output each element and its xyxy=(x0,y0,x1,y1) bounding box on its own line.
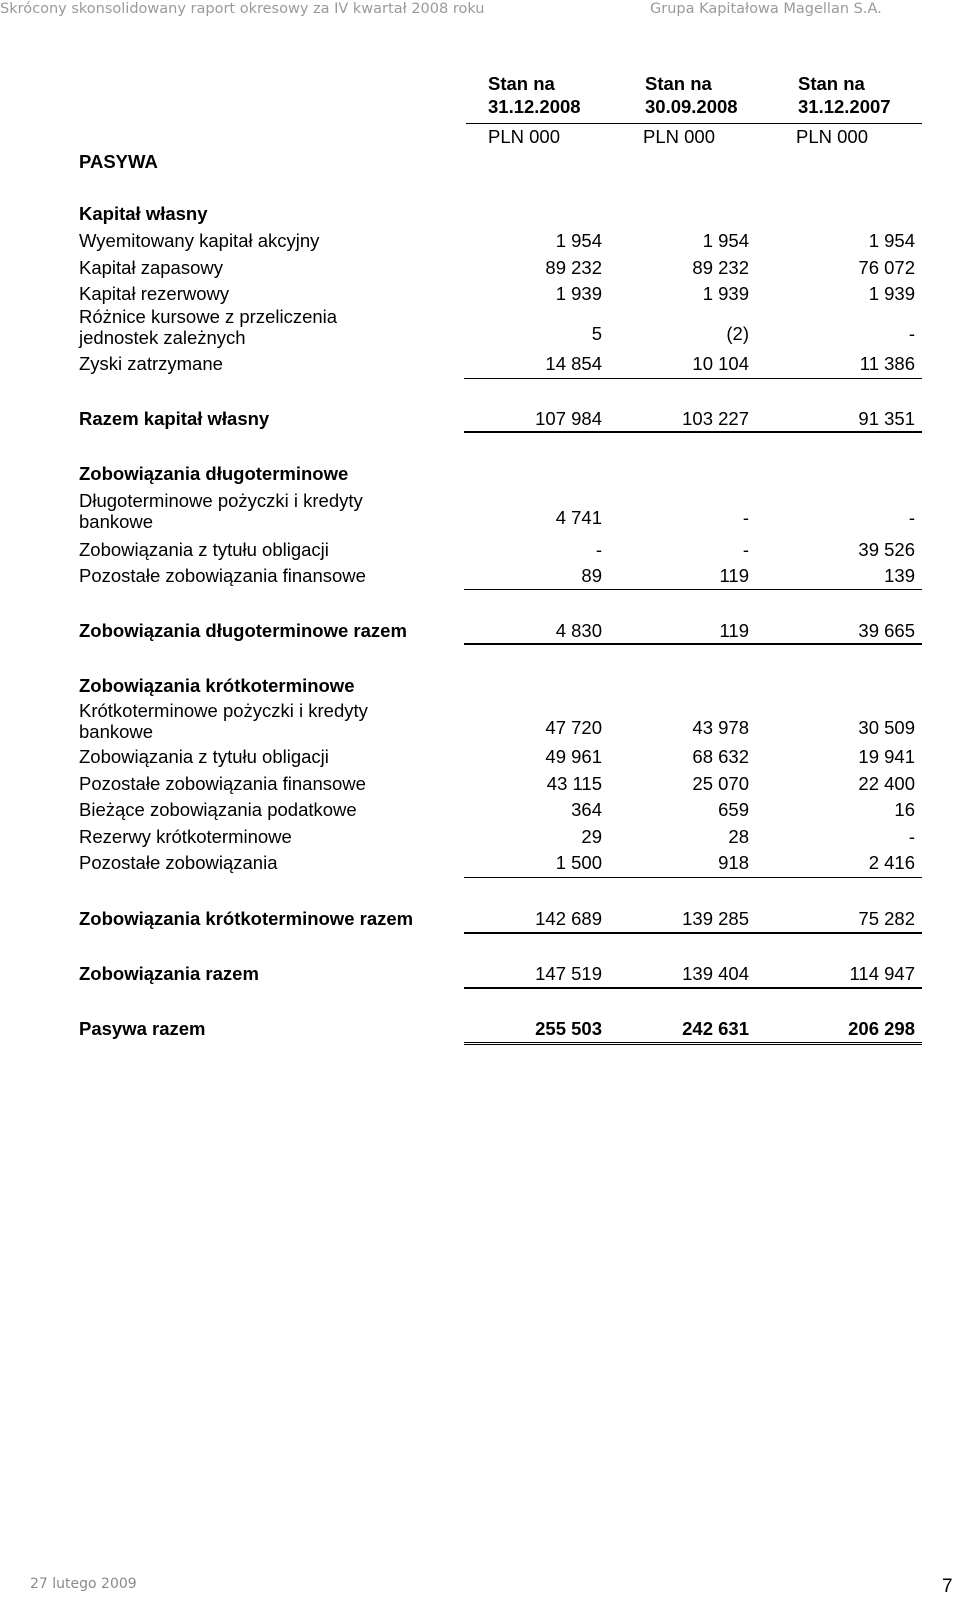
column-unit-1: PLN 000 xyxy=(488,126,560,147)
table-row xyxy=(79,799,922,821)
row-value-col1: 43 115 xyxy=(546,773,602,794)
total-rule xyxy=(464,877,922,878)
row-value-col3: 30 509 xyxy=(858,717,915,738)
table-row xyxy=(79,1018,922,1040)
row-value-col3: 114 947 xyxy=(849,963,915,984)
column-unit-3: PLN 000 xyxy=(796,126,868,147)
table-row xyxy=(79,490,922,534)
row-label: Zobowiązania długoterminowe xyxy=(79,463,349,484)
total-rule xyxy=(464,431,922,433)
table-row xyxy=(79,306,922,350)
row-value-col3: 2 416 xyxy=(868,852,915,873)
row-value-col1: 5 xyxy=(591,323,602,344)
column-header-2 xyxy=(645,72,738,118)
total-rule xyxy=(464,589,922,590)
report-title: Skrócony skonsolidowany raport okresowy za IV kwartał 2008 roku xyxy=(0,1,485,17)
row-value-col1: 89 xyxy=(581,565,602,586)
row-value-col1: 1 939 xyxy=(555,283,602,304)
page-number: 7 xyxy=(942,1576,953,1597)
row-value-col2: 918 xyxy=(718,852,749,873)
column-header-date: 31.12.2008 xyxy=(488,96,581,117)
column-header-3 xyxy=(798,72,891,118)
row-value-col2: 43 978 xyxy=(692,717,749,738)
header-rule xyxy=(466,123,922,124)
row-label: Kapitał zapasowy xyxy=(79,257,223,278)
row-value-col2: 139 285 xyxy=(682,908,749,929)
table-row xyxy=(79,908,922,930)
row-value-col1: 4 741 xyxy=(555,507,602,528)
row-label: Zobowiązania krótkoterminowe razem xyxy=(79,908,414,929)
row-value-col2: 1 954 xyxy=(702,230,749,251)
row-value-col3: 76 072 xyxy=(858,257,915,278)
row-value-col2: 68 632 xyxy=(692,746,749,767)
table-row xyxy=(79,565,922,587)
row-value-col1: 142 689 xyxy=(535,908,602,929)
row-label: Pozostałe zobowiązania xyxy=(79,852,278,873)
row-value-col2: - xyxy=(742,507,749,528)
row-label: Pozostałe zobowiązania finansowe xyxy=(79,565,366,586)
row-label: Pasywa razem xyxy=(79,1018,206,1039)
row-value-col1: 107 984 xyxy=(535,408,602,429)
row-label: Pozostałe zobowiązania finansowe xyxy=(79,773,366,794)
total-rule xyxy=(464,643,922,645)
row-label: Zobowiązania razem xyxy=(79,963,259,984)
table-row xyxy=(79,203,922,225)
row-value-col1: 14 854 xyxy=(545,353,602,374)
row-value-col1: 29 xyxy=(581,826,602,847)
row-value-col3: - xyxy=(908,507,915,528)
table-row xyxy=(79,852,922,874)
row-label: Wyemitowany kapitał akcyjny xyxy=(79,230,320,251)
table-row xyxy=(79,539,922,561)
total-rule xyxy=(464,1042,922,1045)
table-row xyxy=(79,620,922,642)
table-row xyxy=(79,408,922,430)
row-value-col2: - xyxy=(742,539,749,560)
row-label: Zyski zatrzymane xyxy=(79,353,223,374)
row-value-col1: 147 519 xyxy=(535,963,602,984)
table-row xyxy=(79,283,922,305)
row-value-col1: 364 xyxy=(571,799,602,820)
section-title: PASYWA xyxy=(79,151,158,172)
column-header-line1: Stan na xyxy=(798,73,865,94)
row-value-col3: 1 939 xyxy=(868,283,915,304)
row-label: Krótkoterminowe pożyczki i kredyty bankowe xyxy=(79,700,368,742)
total-rule xyxy=(464,987,922,989)
row-value-col3: 75 282 xyxy=(858,908,915,929)
row-value-col2: 139 404 xyxy=(682,963,749,984)
row-value-col2: 119 xyxy=(719,620,749,641)
row-value-col2: 89 232 xyxy=(692,257,749,278)
row-label: Długoterminowe pożyczki i kredyty bankowe xyxy=(79,490,363,532)
row-value-col1: 255 503 xyxy=(535,1018,602,1039)
row-value-col2: 28 xyxy=(728,826,749,847)
row-label: Kapitał własny xyxy=(79,203,208,224)
row-value-col3: 19 941 xyxy=(858,746,915,767)
table-row xyxy=(79,773,922,795)
column-header-line1: Stan na xyxy=(488,73,555,94)
row-value-col2: 103 227 xyxy=(682,408,749,429)
row-value-col2: 659 xyxy=(718,799,749,820)
row-value-col2: 119 xyxy=(719,565,749,586)
row-value-col3: 1 954 xyxy=(868,230,915,251)
row-label: Zobowiązania długoterminowe razem xyxy=(79,620,407,641)
row-value-col3: 91 351 xyxy=(858,408,915,429)
row-value-col1: 49 961 xyxy=(545,746,602,767)
table-row xyxy=(79,963,922,985)
row-value-col3: 39 665 xyxy=(858,620,915,641)
row-value-col3: 22 400 xyxy=(858,773,915,794)
row-value-col3: 39 526 xyxy=(858,539,915,560)
row-label: Razem kapitał własny xyxy=(79,408,270,429)
row-label: Zobowiązania krótkoterminowe xyxy=(79,675,355,696)
table-row xyxy=(79,826,922,848)
row-label: Rezerwy krótkoterminowe xyxy=(79,826,292,847)
table-row xyxy=(79,257,922,279)
total-rule xyxy=(464,932,922,934)
row-value-col3: 11 386 xyxy=(859,353,915,374)
row-value-col2: 10 104 xyxy=(692,353,749,374)
table-row xyxy=(79,353,922,375)
row-label: Kapitał rezerwowy xyxy=(79,283,230,304)
company-name: Grupa Kapitałowa Magellan S.A. xyxy=(650,1,882,17)
row-label: Bieżące zobowiązania podatkowe xyxy=(79,799,357,820)
column-header-date: 30.09.2008 xyxy=(645,96,738,117)
row-value-col1: 1 954 xyxy=(555,230,602,251)
row-value-col2: 1 939 xyxy=(702,283,749,304)
table-row xyxy=(79,230,922,252)
column-header-1 xyxy=(488,72,581,118)
footer-date: 27 lutego 2009 xyxy=(30,1576,137,1592)
row-value-col1: 47 720 xyxy=(545,717,602,738)
row-label: Różnice kursowe z przeliczenia jednostek zależnych xyxy=(79,306,338,348)
row-value-col3: 206 298 xyxy=(848,1018,915,1039)
row-value-col2: (2) xyxy=(726,323,749,344)
table-row xyxy=(79,675,922,697)
row-value-col1: - xyxy=(595,539,602,560)
row-value-col2: 25 070 xyxy=(692,773,749,794)
row-value-col3: 16 xyxy=(894,799,915,820)
table-row xyxy=(79,463,922,485)
table-row xyxy=(79,700,922,744)
row-value-col3: 139 xyxy=(884,565,915,586)
page-header xyxy=(0,0,960,24)
column-unit-2: PLN 000 xyxy=(643,126,715,147)
row-value-col3: - xyxy=(908,323,915,344)
row-value-col1: 1 500 xyxy=(555,852,602,873)
row-label: Zobowiązania z tytułu obligacji xyxy=(79,746,329,767)
row-value-col1: 4 830 xyxy=(555,620,602,641)
column-header-date: 31.12.2007 xyxy=(798,96,891,117)
row-value-col3: - xyxy=(908,826,915,847)
row-value-col1: 89 232 xyxy=(545,257,602,278)
total-rule xyxy=(464,378,922,379)
row-value-col2: 242 631 xyxy=(682,1018,749,1039)
row-label: Zobowiązania z tytułu obligacji xyxy=(79,539,329,560)
column-header-line1: Stan na xyxy=(645,73,712,94)
table-row xyxy=(79,746,922,768)
